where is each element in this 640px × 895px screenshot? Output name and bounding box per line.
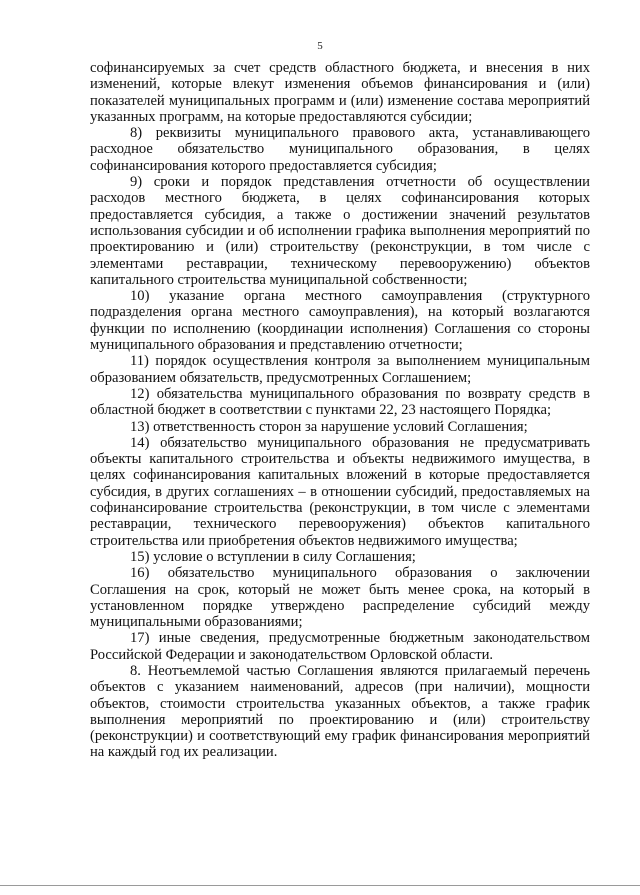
paragraph-item-16: 16) обязательство муниципального образования о заключении Соглашения на срок, который не может быть менее срока, на который в установленном порядке утверждено распределение субсидий между муниципальными образованиями; [90,565,590,631]
paragraph-item-15: 15) условие о вступлении в силу Соглашения; [130,548,416,565]
paragraph-item-8: 8) реквизиты муниципального правового акта, устанавливающего расходное обязательство муниципального образования, в целях софинансирования которого предоставляется субсидия; [90,125,590,174]
paragraph-continuation: софинансируемых за счет средств областного бюджета, и внесения в них изменений, которые влекут изменения объемов финансирования и (или) показателей муниципальных программ и (или) изменение состава мероприятий указанных программ, на которые предоставляются субсидии; [90,60,590,125]
paragraph-item-10: 10) указание органа местного самоуправления (структурного подразделения органа местного самоуправления), на который возлагаются функции по исполнению (координации исполнения) Соглашения со стороны муниципального образования и представлению отчетности; [90,288,590,354]
page-number: 5 [317,40,323,52]
paragraph-item-17: 17) иные сведения, предусмотренные бюджетным законодательством Российской Федерации и законодательством Орловской области. [90,630,590,663]
paragraph-item-13: 13) ответственность сторон за нарушение условий Соглашения; [130,418,528,435]
document-body [90,60,590,761]
paragraph-item-9: 9) сроки и порядок представления отчетности об осуществлении расходов местного бюджета, в целях софинансирования которых предоставляется субсидия, а также о достижении значений результатов использования субсидии и об исполнении графика выполнения мероприятий по проектированию и (или) строительству (реконструкции, в том числе с элементами реставрации, техническому перевооружению) объектов капитального строительства муниципальной собственности; [90,174,590,288]
paragraph-item-12: 12) обязательства муниципального образования по возврату средств в областной бюджет в соответствии с пунктами 22, 23 настоящего Порядка; [90,385,590,419]
paragraph-section-8: 8. Неотъемлемой частью Соглашения являются прилагаемый перечень объектов с указанием наименований, адресов (при наличии), мощности объектов, стоимости строительства указанных объектов, а также график выполнения мероприятий по проектированию и (или) строительству (реконструкции) и соответствующий ему график финансирования мероприятий на каждый год их реализации. [90,662,590,761]
paragraph-item-11: 11) порядок осуществления контроля за выполнением муниципальным образованием обязательств, предусмотренных Соглашением; [90,353,590,386]
paragraph-item-14: 14) обязательство муниципального образования не предусматривать объекты капитального строительства и объекты недвижимого имущества, в целях софинансирования капитальных вложений в которые предоставляется субсидия, в других соглашениях – в отношении субсидий, предоставляемых на софинансирование строительства (реконструкции, в том числе с элементами реставрации, технического перевооружения) объектов капитального строительства или приобретения объектов недвижимого имущества; [90,434,590,549]
page-bottom-divider [0,885,640,886]
